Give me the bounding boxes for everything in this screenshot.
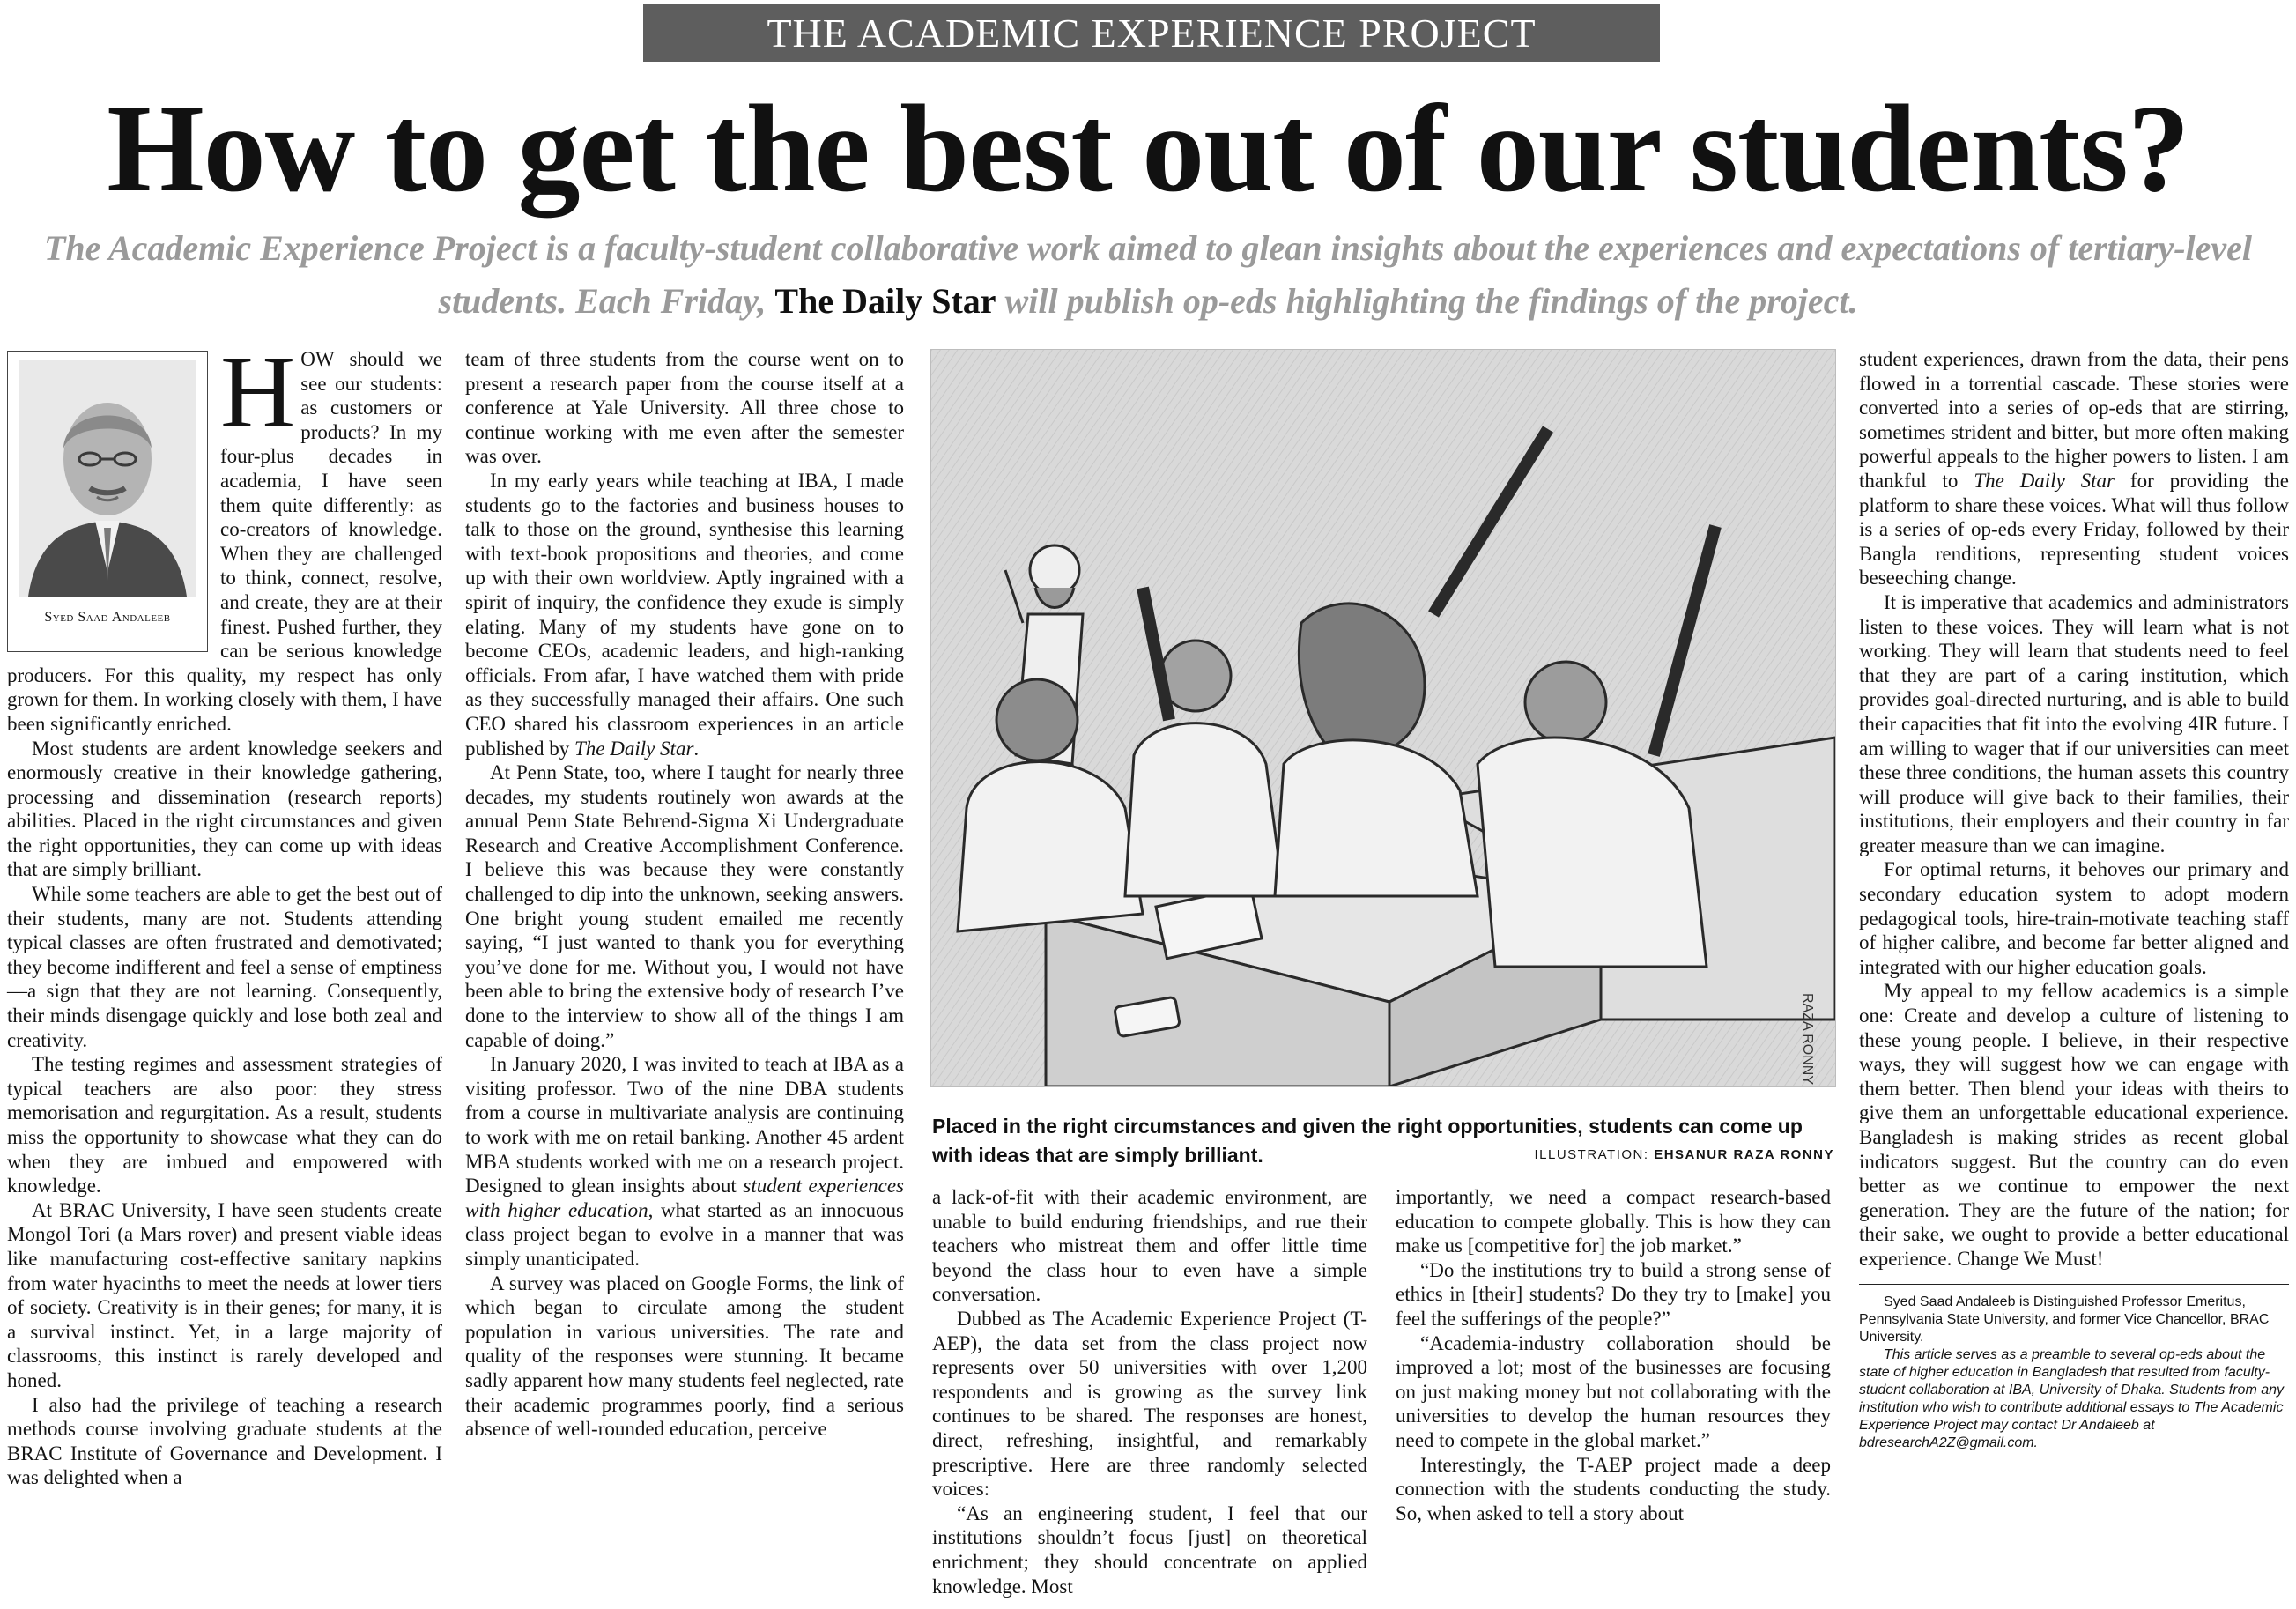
- credit-label: ILLUSTRATION:: [1534, 1147, 1649, 1162]
- paragraph: It is imperative that academics and administrators listen to these voices. They will learn what is not working. They will learn that students need to feel that they are part of a caring institution, which provides goal-directed nurturing, and is able to build their capacities that fit into the evolving 4IR future. I am willing to wager that if our universities can meet these three conditions, the human assets this country will produce will give back to their families, their institutions, their employers and their country in far greater measure than we can imagine.: [1859, 590, 2289, 856]
- illustration-credit: [1503, 1147, 1834, 1162]
- standfirst: [18, 222, 2278, 328]
- paragraph: For optimal returns, it behoves our primary and secondary education system to adopt modern pedagogical tools, hire-train-motivate teaching staff of higher calibre, and become far better aligned and integrated with our higher education goals.: [1859, 858, 2289, 978]
- article-column-4: [1396, 1185, 1831, 1525]
- paragraph: OW should we see our students: as customers or products? In my four-plus decades in academia, I have seen them quite differently: as co-creators of knowledge. When they are challenged to think, connect, resolve, and create, they are at their finest. Pushed further, they can be serious knowledge producers. For this quality, my respect has only grown for them. In working closely with them, I have been significantly enriched.: [7, 348, 442, 735]
- paragraph: [465, 469, 904, 760]
- section-kicker: [643, 4, 1660, 62]
- illustration-artwork: [931, 350, 1835, 1086]
- paragraph: Dubbed as The Academic Experience Project (T-AEP), the data set from the class project now represents over 50 universities with over 1,200 respondents and is growing as the survey link continues to be shared. The responses are honest, direct, refreshing, insightful, and remarkably prescriptive. Here are three randomly selected voices:: [932, 1307, 1367, 1501]
- paragraph: [465, 1052, 904, 1271]
- paragraph: “Do the institutions try to build a strong sense of ethics in [their] students? Do they try to [make] you feel the sufferings of the people?”: [1396, 1258, 1831, 1330]
- paragraph: team of three students from the course went on to present a research paper from the course itself at a conference at Yale University. All three chose to continue working with me even after the semester was over.: [465, 348, 904, 468]
- article-column-5: [1859, 347, 2289, 1452]
- credit-name: EHSANUR RAZA RONNY: [1654, 1147, 1834, 1162]
- author-portrait-image: [19, 360, 196, 597]
- paragraph-text: student experiences, drawn from the data, their pens flowed in a torrential cascade. These stories were converted into a series of op-eds that are stirring, sometimes strident and bitter, but more often making powerful appeals to the higher powers to listen. I am thankful to: [1859, 348, 2289, 492]
- paragraph: A survey was placed on Google Forms, the link of which began to circulate among the student population in various universities. The rate and quality of the responses were stunning. It became sadly apparent how many students feel neglected, rate their academic programmes poorly, find a serious absence of well-rounded education, perceive: [465, 1272, 904, 1441]
- paragraph: At Penn State, too, where I taught for nearly three decades, my students routinely won awards at the annual Penn State Behrend-Sigma Xi Undergraduate Research and Creative Accomplishment Conference. I believe this was because they were constantly challenged to dip into the unknown, seeking answers. One bright young student emailed me recently saying, “I just wanted to thank you for everything you’ve done for me. Without you, I would not have been able to bring the extensive body of research I’ve done to the interview to show all of the things I am capable of doing.”: [465, 761, 904, 1051]
- author-bio: Syed Saad Andaleeb is Distinguished Professor Emeritus, Pennsylvania State University, and former Vice Chancellor, BRAC University.: [1859, 1294, 2270, 1345]
- italic-publication: The Daily Star: [1974, 469, 2115, 492]
- artist-signature: RAZA RONNY: [1800, 993, 1815, 1086]
- paragraph: The testing regimes and assessment strategies of typical teachers are also poor: they stress memorisation and regurgitation. As a result, students miss the opportunity to showcase what they can do when they are imbued and empowered with knowledge.: [7, 1053, 442, 1197]
- paragraph-text: In January 2020, I was invited to teach at IBA as a visiting professor. Two of the nine DBA students from a course in multivariate analysis are continuing to work with me on retail banking. Another 45 ardent MBA students worked with me on a research project. Designed to glean insights about: [465, 1053, 904, 1197]
- standfirst-before: The Academic Experience Project is a faculty-student collaborative work aimed to glean insights about the experiences and expectations of tertiary-level students. Each Friday,: [43, 228, 2252, 321]
- kicker-text: THE ACADEMIC EXPERIENCE PROJECT: [767, 10, 1537, 56]
- article-column-1: [7, 334, 442, 1490]
- paragraph: Interestingly, the T-AEP project made a deep connection with the students conducting the study. So, when asked to tell a story about: [1396, 1453, 1831, 1524]
- author-photo-frame: [7, 351, 208, 652]
- author-byline: Syed Saad Andaleeb: [44, 610, 171, 625]
- paragraph: importantly, we need a compact research-based education to compete globally. This is how they can make us [competitive for] the job market.”: [1396, 1186, 1831, 1257]
- paragraph: At BRAC University, I have seen students create Mongol Tori (a Mars rover) and present viable ideas like manufacturing cost-effective sanitary napkins from water hyacinths to meet the needs at lower tiers of society. Creativity is in their genes; for many, it is a survival instinct. Yet, in a large majority of classrooms, this instinct is rarely developed and honed.: [7, 1198, 442, 1391]
- paragraph: I also had the privilege of teaching a research methods course involving graduate students at the BRAC Institute of Governance and Development. I was delighted when a: [7, 1393, 442, 1489]
- series-note: This article serves as a preamble to several op-eds about the state of higher education in Bangladesh that resulted from faculty-student collaboration at IBA, University of Dhaka. Students from any institution who wish to contribute additional essays to The Academic Experience Project may contact Dr Andaleeb at bdresearchA2Z@gmail.com.: [1859, 1346, 2285, 1450]
- classroom-illustration: [930, 349, 1836, 1087]
- drop-cap: H: [220, 334, 296, 449]
- bio-divider: [1859, 1284, 2289, 1285]
- headline: How to get the best out of our students?: [107, 78, 2189, 218]
- paragraph: Most students are ardent knowledge seekers and enormously creative in their knowledge gathering, processing and dissemination (research reports) abilities. Placed in the right circumstances and given the right opportunities, they can come up with ideas that are simply brilliant.: [7, 737, 442, 881]
- paragraph: a lack-of-fit with their academic environment, are unable to build enduring friendships, and rue their teachers who mistreat them and offer little time beyond the class hour to even have a simple conversation.: [932, 1186, 1367, 1306]
- paragraph-text-end: for providing the platform to share these voices. What will thus follow is a series of op-eds every Friday, followed by their Bangla renditions, representing student voices beseeching change.: [1859, 469, 2290, 589]
- paragraph: “Academia-industry collaboration should be improved a lot; most of the businesses are focusing on just making money but not collaborating with the universities to develop the human resources they need to compete in the global market.”: [1396, 1331, 1831, 1451]
- publication-name: The Daily Star: [774, 281, 996, 321]
- paragraph: My appeal to my fellow academics is a simple one: Create and develop a culture of listening to these young people. I believe, in their respective ways, they will suggest how we can engage with them better. Then blend your ideas with theirs to give them an unforgettable educational experience. Bangladesh is making strides as recent global indicators suggest. But the country can do even better as we continue to empower the next generation. They are the future of the nation; for their sake, we ought to provide a better educational experience. Change We Must!: [1859, 980, 2289, 1270]
- illustration-caption: Placed in the right circumstances and given the right opportunities, students can come up with ideas that are simply brilliant.: [932, 1115, 1803, 1167]
- paragraph: “As an engineering student, I feel that our institutions shouldn’t focus [just] on theoretical enrichment; they should concentrate on applied knowledge. Most: [932, 1501, 1367, 1598]
- italic-publication: The Daily Star: [574, 737, 694, 760]
- italic-phrase: student experiences with higher education: [465, 1175, 905, 1221]
- paragraph-text-end: , what started as an innocuous class project began to evolve in a manner that was simply unanticipated.: [465, 1198, 904, 1270]
- article-column-3: [932, 1185, 1367, 1598]
- paragraph: [1859, 347, 2289, 590]
- standfirst-after: will publish op-eds highlighting the findings of the project.: [1004, 281, 1858, 321]
- paragraph-text: In my early years while teaching at IBA, I made students go to the factories and business houses to talk to those on the ground, synthesise this learning with text-book propositions and theories, and come up with their own worldview. Aptly ingrained with a spirit of inquiry, the confidence they exude is simply elating. Many of my students have gone on to become CEOs, academic leaders, and high-ranking officials. From afar, I have watched them with pride as they successfully managed their affairs. One such CEO shared his classroom experiences in an article published by: [465, 469, 904, 760]
- article-column-2: [465, 347, 904, 1442]
- paragraph-text-end: .: [693, 737, 700, 760]
- paragraph: While some teachers are able to get the best out of their students, many are not. Students attending typical classes are often frustrated and demotivated; they become indifferent and feel a sense of emptiness—a sign that they are not learning. Consequently, their minds disengage quickly and lose both zeal and creativity.: [7, 883, 442, 1051]
